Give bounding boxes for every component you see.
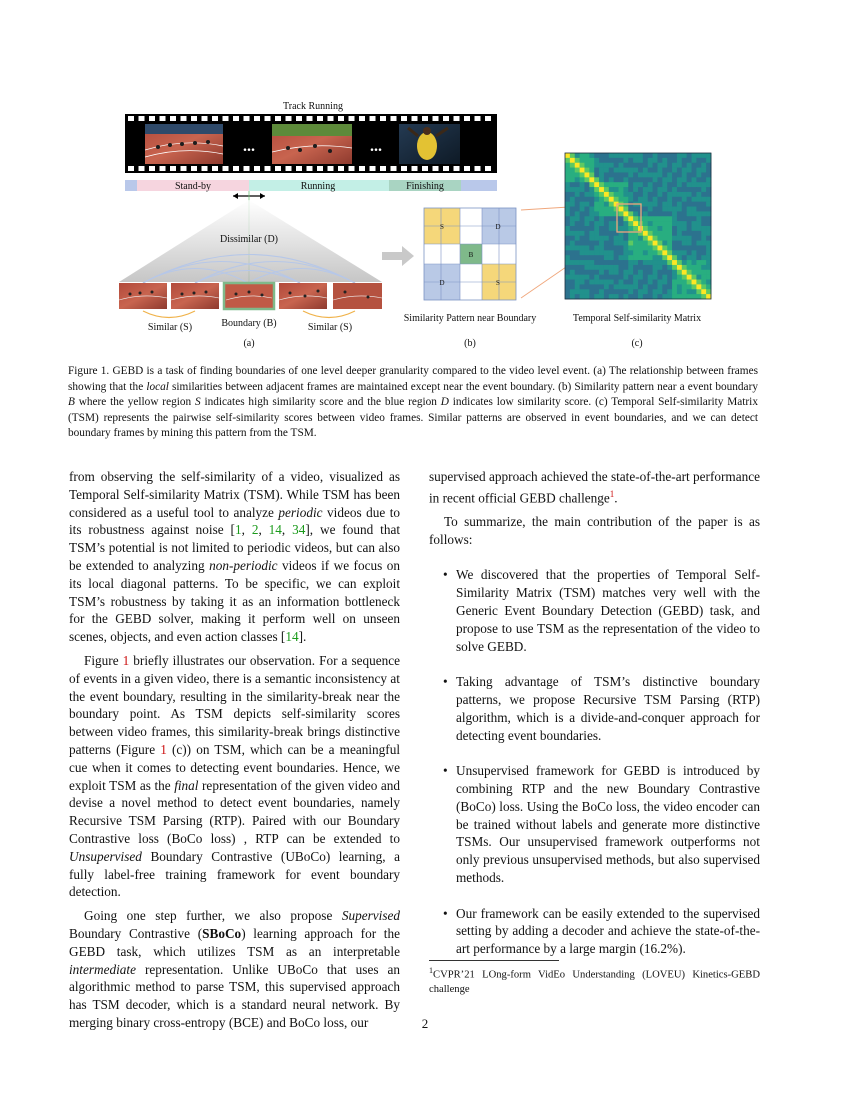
footnote-link[interactable]: 1 [609,488,615,499]
citation-link[interactable]: 1 [234,522,242,538]
text: Going one step further, we also propose [84,908,342,924]
emphasis: Unsupervised [69,848,142,864]
phase-finishing: Finishing [406,181,444,192]
figure-link[interactable]: 1 [122,652,130,668]
sprocket-hole [317,166,323,171]
film-sprockets-top [128,116,491,121]
sprocket-hole [349,116,355,121]
sprocket-hole [485,116,491,121]
grid-letter-s1: S [440,223,444,231]
sprocket-hole [422,166,428,171]
phase-bar [125,180,497,192]
sprocket-hole [349,166,355,171]
figure-caption [68,364,758,442]
film-frame-1 [145,124,223,164]
text: ], we found that TSM’s potential is not limited to periodic videos, but can also be extended to analyzing [69,522,401,573]
emphasis: periodic [278,504,323,520]
sprocket-hole [254,116,260,121]
grid-letter-d1: D [495,223,501,231]
sprocket-hole [370,116,376,121]
caption-text: indicates high similarity score and the blue region [200,396,441,409]
sprocket-hole [359,166,365,171]
contribution-item: • Our framework can be easily extended to the supervised setting by adding a decoder and achieve the state-of-the-art performance by a large margin (16.2%). [429,905,760,958]
panel-c-label: (c) [631,338,643,349]
film-sprockets-bottom [128,166,491,171]
footnote-rule [429,960,559,961]
contribution-item: • Taking advantage of TSM’s distinctive boundary patterns, we propose Recursive TSM Parsing (RTP) algorithm, which is a divide-and-conquer approach for detecting event boundaries. [429,673,760,744]
text: briefly illustrates our observation. For a sequence of events in a given video, there is a semantic inconsistency at the event boundary, resulting in the similarity-break near the boundary point. As TSM depicts self-similarity scores between video frames, this similarity-break brings distinctive patterns (Figure [69,652,400,757]
sprocket-hole [212,166,218,171]
text: videos due to its robustness against noise [ [69,504,400,538]
similarity-pattern-grid [424,208,516,300]
sprocket-hole [286,166,292,171]
text: ) learning approach for the GEBD task, which utilizes TSM as an interpretable [69,925,400,959]
sprocket-hole [223,166,229,171]
sprocket-hole [328,116,334,121]
text: , [241,522,252,538]
panel-b-title: Similarity Pattern near Boundary [403,313,537,324]
contribution-item: • We discovered that the properties of Temporal Self-Similarity Matrix (TSM) matches very well with the Generic Event Boundary Detection (GEBD) task, and propose to use TSM as the representation of the video to solve GEBD. [429,566,760,655]
text: from observing the self-similarity of a video, visualized as Temporal Self-similarity Matrix (TSM). While TSM has been considered as a useful tool to analyze [69,469,400,520]
paragraph-2 [69,652,400,901]
sprocket-hole [475,166,481,171]
sprocket-hole [464,166,470,171]
caption-emphasis: B [68,396,75,409]
sprocket-hole [380,166,386,171]
sprocket-hole [244,166,250,171]
grid-letter-d2: D [439,279,445,287]
text: , [258,522,269,538]
citation-link[interactable]: 14 [285,629,299,645]
text: representation. Unlike UBoCo that uses an algorithmic method to parse TSM, this supervised approach has TSM decoder, which is a standard neural network. By merging binary cross-entropy (BCE) and BoCo loss, our [69,961,400,1030]
text: Boundary Contrastive ( [69,925,203,941]
dissimilar-label: Dissimilar (D) [219,234,279,245]
text: videos if we focus on its local diagonal patterns. To be specific, we can exploit TSM’s robustness by taking it as an information bottleneck for the GEBD solver, making it perform well on unseen scenes, objects, and even action classes [ [69,557,400,645]
paragraph-1 [69,468,400,646]
sprocket-hole [443,166,449,171]
contribution-list [429,566,760,958]
sprocket-hole [391,116,397,121]
sprocket-hole [181,166,187,171]
sprocket-hole [149,166,155,171]
sprocket-hole [191,116,197,121]
sprocket-hole [275,116,281,121]
sprocket-hole [391,166,397,171]
figure-title: Track Running [283,101,343,112]
sprocket-hole [202,166,208,171]
panel-c-title: Temporal Self-similarity Matrix [572,313,702,324]
sprocket-hole [370,166,376,171]
sprocket-hole [244,116,250,121]
caption-emphasis: S [194,396,201,409]
sprocket-hole [475,116,481,121]
label-boundary: Boundary (B) [221,318,277,329]
sprocket-hole [307,116,313,121]
sprocket-hole [286,116,292,121]
sprocket-hole [275,166,281,171]
sprocket-hole [233,116,239,121]
sprocket-hole [296,166,302,171]
film-strip [125,114,497,173]
sprocket-hole [170,116,176,121]
similar-brackets [143,311,355,318]
emphasis: non-periodic [209,557,278,573]
figure-1 [0,0,850,360]
caption-text: indicates low similarity score. (c) Temporal Self-similarity Matrix (TSM) represents the pairwise self-similarity scores between video frames. Similar patterns are observed in event boundaries, and we can detect boundary frames by mining this pattern from the TSM. [68,396,758,440]
label-similar-left: Similar (S) [147,322,193,333]
sprocket-hole [139,116,145,121]
caption-emphasis: local [146,380,169,393]
sprocket-hole [149,116,155,121]
phase-standby: Stand-by [174,181,212,192]
sprocket-hole [433,166,439,171]
page-number: 2 [421,1016,429,1031]
right-column [429,468,760,958]
citation-link[interactable]: 2 [251,522,259,538]
text: , [281,522,293,538]
grid-letter-b: B [468,251,474,259]
contribution-item: • Unsupervised framework for GEBD is introduced by combining RTP and the new Boundary Contrastive (BoCo) loss. Using the BoCo loss, the video encoder can be trained without labels and generate more distinctive TSMs. Our unsupervised framework outperforms not only previous unsupervised methods, but also supervised methods. [429,762,760,887]
film-frame-2 [272,124,352,164]
bold-term: SBoCo [202,925,242,941]
paragraph-3 [69,907,400,1032]
paragraph-summary: To summarize, the main contribution of the paper is as follows: [429,514,760,547]
text: . [614,490,618,506]
phase-running: Running [300,181,336,192]
tsm-heatmap [565,153,711,299]
figure-link[interactable]: 1 [160,741,167,757]
film-frame-3 [399,124,460,164]
ellipsis-2: ... [370,138,382,155]
emphasis: final [174,777,199,793]
sprocket-hole [359,116,365,121]
caption-text: Figure 1. GEBD is a task of finding boundaries of one level deeper granularity compared to the video level event. (a) The relationship between frames showing that the [68,365,758,393]
sprocket-hole [412,166,418,171]
footnote-mark: 1 [429,966,433,975]
left-column [69,468,400,1032]
text: ]. [298,629,307,645]
sprocket-hole [160,166,166,171]
sprocket-hole [317,116,323,121]
sprocket-hole [128,166,134,171]
sprocket-hole [170,166,176,171]
text: supervised approach achieved the state-of-the-art performance in recent official GEBD challenge [429,469,760,506]
panel-a-label: (a) [243,338,255,349]
sprocket-hole [338,166,344,171]
sprocket-hole [433,116,439,121]
sprocket-hole [212,116,218,121]
sprocket-hole [202,116,208,121]
sprocket-hole [265,166,271,171]
sprocket-hole [307,166,313,171]
grid-letter-s2: S [496,279,500,287]
emphasis: Supervised [341,908,400,924]
sprocket-hole [412,116,418,121]
emphasis: intermediate [69,961,136,977]
sprocket-hole [485,166,491,171]
sprocket-hole [265,116,271,121]
label-similar-right: Similar (S) [307,322,353,333]
sprocket-hole [422,116,428,121]
footnote [429,964,760,997]
text: (c)) on TSM, which can be a meaningful cue when it comes to detecting event boundaries. Hence, we exploit TSM as the [69,741,400,793]
arrow-right-icon [382,246,414,266]
sprocket-hole [296,116,302,121]
sprocket-hole [401,166,407,171]
sprocket-hole [254,166,260,171]
sprocket-hole [191,166,197,171]
sprocket-hole [464,116,470,121]
frame-sequence [119,283,382,309]
citation-link[interactable]: 34 [292,522,306,538]
sprocket-hole [181,116,187,121]
ellipsis-1: ... [243,138,255,155]
sprocket-hole [233,166,239,171]
caption-text: where the yellow region [74,396,195,409]
sprocket-hole [128,116,134,121]
text: Boundary Contrastive (UBoCo) learning, a fully label-free training framework for event boundary detection. [69,848,400,900]
sprocket-hole [328,166,334,171]
sprocket-hole [338,116,344,121]
sprocket-hole [454,166,460,171]
caption-text: similarities between adjacent frames are maintained except near the event boundary. (b) Similarity pattern near a event boundary [168,380,758,393]
sprocket-hole [223,116,229,121]
caption-emphasis: D [440,396,449,409]
panel-b-label: (b) [464,338,476,349]
text: Figure [84,652,123,668]
sprocket-hole [454,116,460,121]
footnote-text: CVPR’21 LOng-form VidEo Understanding (LOVEU) Kinetics-GEBD challenge [429,969,760,995]
sprocket-hole [160,116,166,121]
sprocket-hole [380,116,386,121]
text: representation of the given video and devise a novel method to detect event boundaries, namely Recursive TSM Parsing (RTP). Paired with our Boundary Contrastive loss (BoCo loss) , RTP can be extended to [69,777,400,846]
citation-link[interactable]: 14 [268,522,282,538]
paragraph-continued [429,468,760,507]
sprocket-hole [443,116,449,121]
sprocket-hole [139,166,145,171]
sprocket-hole [401,116,407,121]
